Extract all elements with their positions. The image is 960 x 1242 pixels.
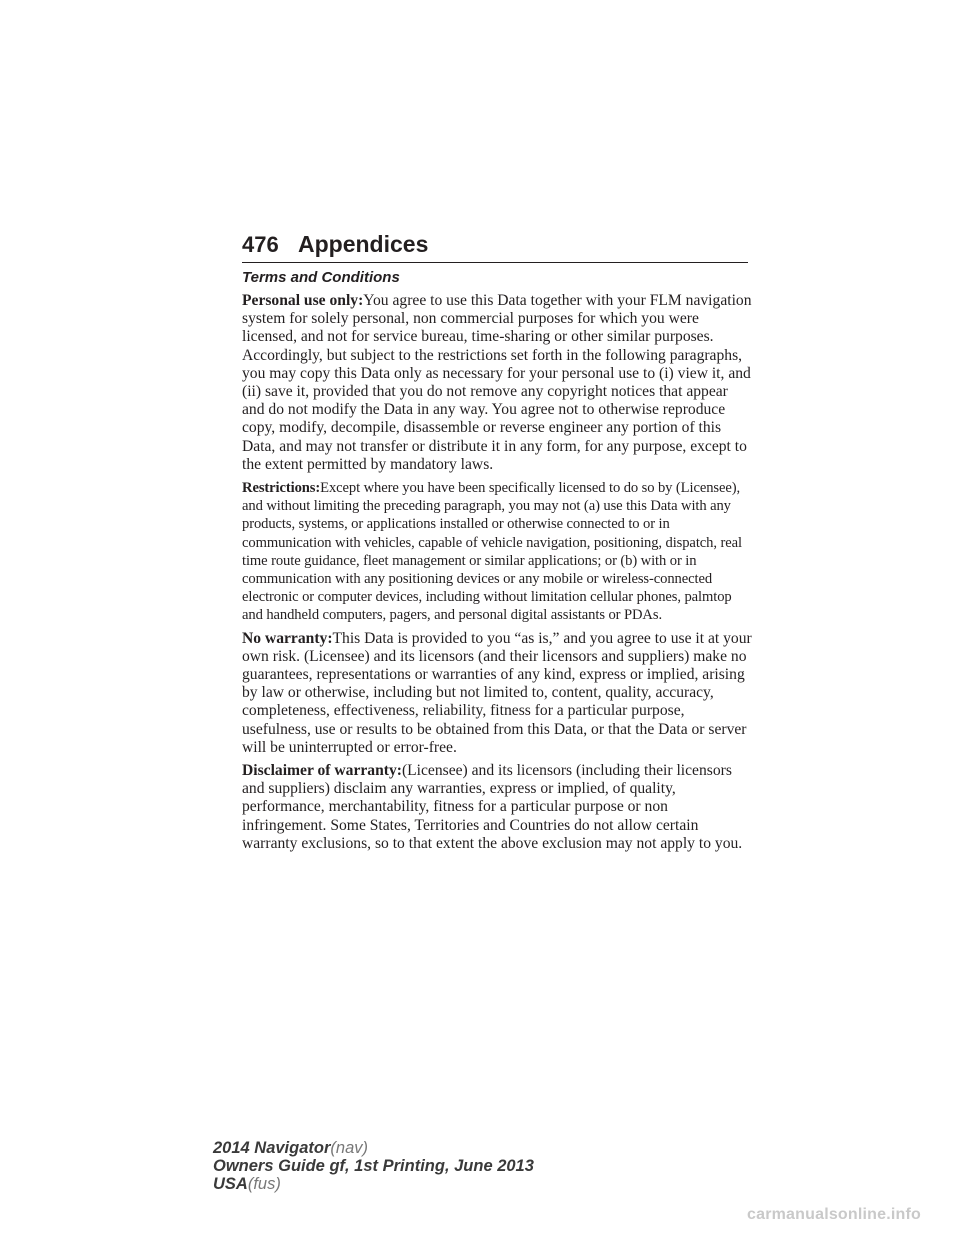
footer-model-code: (nav) <box>330 1139 368 1157</box>
footer-region-code: (fus) <box>247 1175 281 1193</box>
footer-line-region <box>213 1175 534 1193</box>
paragraph-lead: No warranty: <box>242 629 333 647</box>
paragraph-text: You agree to use this Data together with your FLM navigation system for solely personal, non commercial purposes for which you were licensed, and not for service bureau, time-sharing or other similar purposes. Accordingly, but subject to the restrictions set forth in the following paragraphs, you may copy this Data only as necessary for your personal use to (i) view it, and (ii) save it, provided that you do not remove any copyright notices that appear and do not modify the Data in any way. You agree not to otherwise reproduce copy, modify, decompile, disassemble or reverse engineer any portion of this Data, and may not transfer or distribute it in any form, for any purpose, except to the extent permitted by mandatory laws. <box>242 292 752 473</box>
paragraph-text: This Data is provided to you “as is,” and you agree to use it at your own risk. (Licensee) and its licensors (and their licensors and suppliers) make no guarantees, representations or warranties of any kind, express or implied, arising by law or otherwise, including but not limited to, content, quality, accuracy, completeness, effectiveness, reliability, fitness for a particular purpose, usefulness, use or results to be obtained from this Data, or that the Data or server will be uninterrupted or error-free. <box>242 629 752 756</box>
footer-model: 2014 Navigator <box>213 1139 331 1157</box>
paragraph-no-warranty <box>242 630 754 757</box>
page-number: 476 <box>242 232 279 257</box>
paragraph-lead: Restrictions: <box>242 480 321 497</box>
footer-line-printing: Owners Guide gf, 1st Printing, June 2013 <box>213 1157 534 1175</box>
subheading-terms-and-conditions: Terms and Conditions <box>242 269 400 286</box>
section-title: Appendices <box>298 231 429 257</box>
document-body <box>242 269 754 858</box>
watermark[interactable]: carmanualsonline.info <box>747 1206 922 1223</box>
footer-line-model <box>213 1139 534 1157</box>
paragraph-personal-use <box>242 292 754 474</box>
paragraph-text: Except where you have been specifically licensed to do so by (Licensee), and without limiting the preceding paragraph, you may not (a) use this Data with any products, systems, or applications installed or otherwise connected to or in communication with vehicles, capable of vehicle navigation, positioning, dispatch, real time route guidance, fleet management or similar applications; or (b) with or in communication with any positioning devices or any mobile or wireless-connected electronic or computer devices, including without limitation cellular phones, palmtop and handheld computers, pagers, and personal digital assistants or PDAs. <box>242 480 742 624</box>
page-footer <box>213 1139 534 1193</box>
paragraph-lead: Personal use only: <box>242 292 364 309</box>
paragraph-lead: Disclaimer of warranty: <box>242 762 402 780</box>
footer-region: USA <box>213 1175 248 1193</box>
paragraph-disclaimer <box>242 762 754 853</box>
page-header <box>242 228 748 263</box>
paragraph-text: (Licensee) and its licensors (including their licensors and suppliers) disclaim any warranties, express or implied, of quality, performance, merchantability, fitness for a particular purpose or non infringement. Some States, Territories and Countries do not allow certain warranty exclusions, so to that extent the above exclusion may not apply to you. <box>242 762 743 852</box>
paragraph-restrictions <box>242 479 754 625</box>
